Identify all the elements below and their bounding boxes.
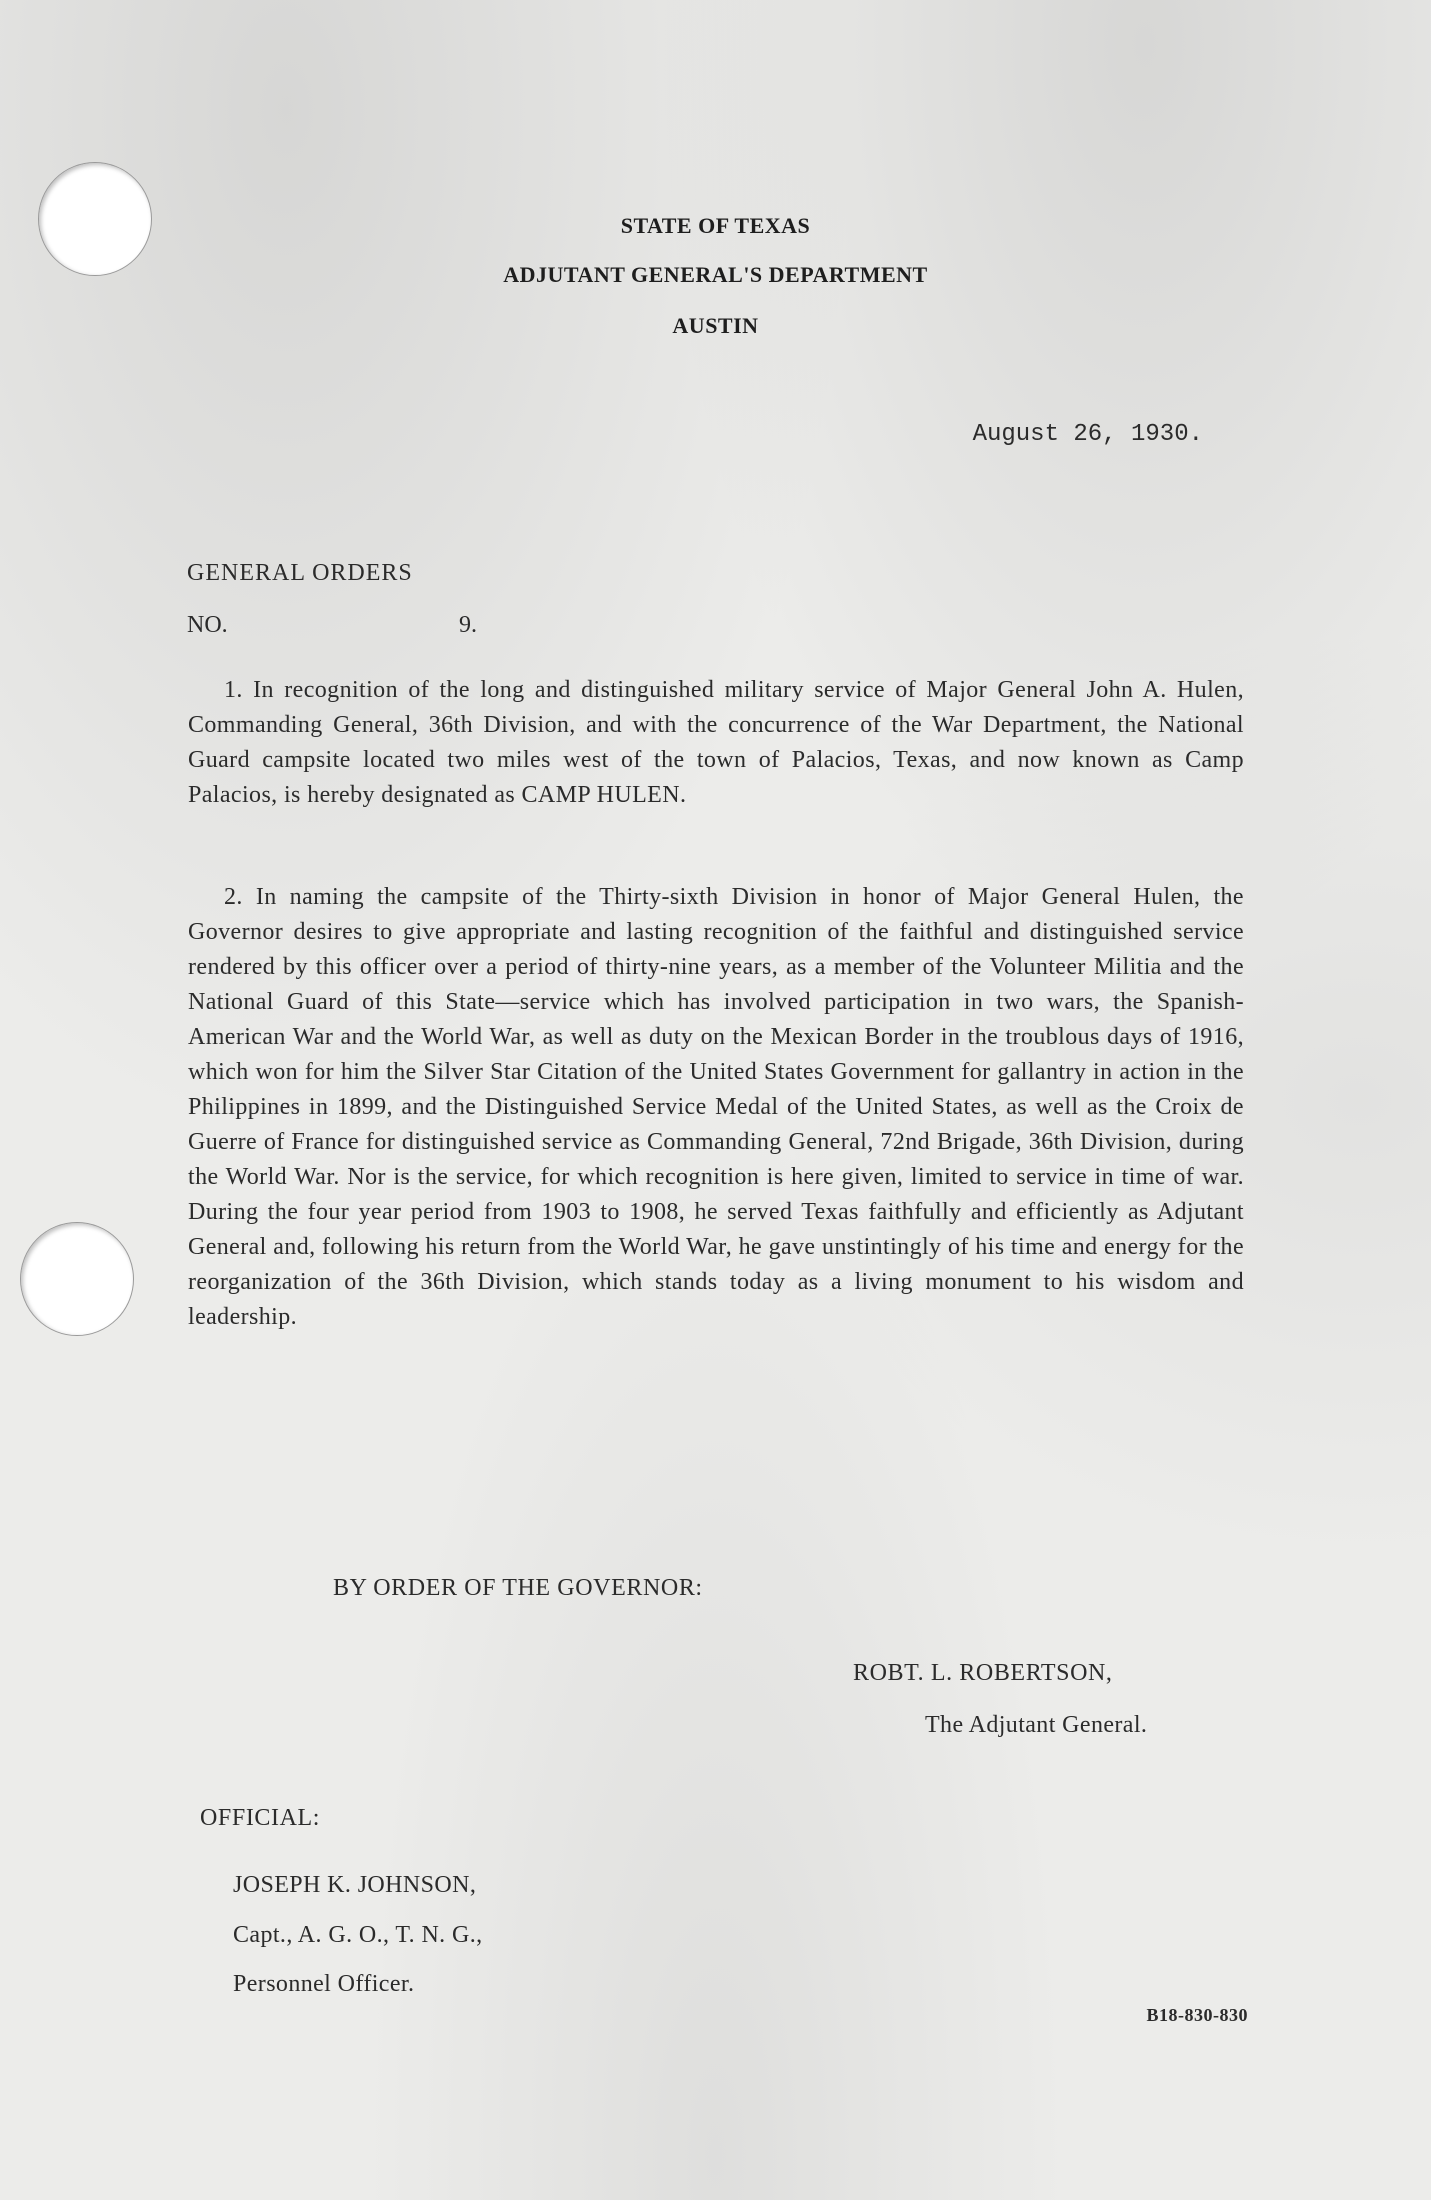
form-code: B18-830-830	[1146, 2005, 1248, 2025]
order-number	[187, 612, 487, 639]
general-orders-title: GENERAL ORDERS	[187, 560, 413, 586]
letterhead-department: ADJUTANT GENERAL'S DEPARTMENT	[503, 262, 928, 287]
paragraph-1: 1. In recognition of the long and distinguished military service of Major General John A. Hulen, Commanding General, 36th Division, and with the concurrence of the War Department, the National Guard campsite located two miles west of the town of Palacios, Texas, and now known as Camp Palacios, is hereby designated as CAMP HULEN.	[188, 677, 1244, 808]
order-number-value: 9.	[459, 612, 477, 638]
paragraph-2: 2. In naming the campsite of the Thirty-sixth Division in honor of Major General Hulen, the Governor desires to give appropriate and lasting recognition of the faithful and distinguished service rendered by this officer over a period of thirty-nine years, as a member of the Volunteer Militia and the National Guard of this State—service which has involved participation in two wars, the Spanish-American War and the World War, as well as duty on the Mexican Border in the troublous days of 1916, which won for him the Silver Star Citation of the United States Government for gallantry in action in the Philippines in 1899, and the Distinguished Service Medal of the United States, as well as the Croix de Guerre of France for distinguished service as Commanding General, 72nd Brigade, 36th Division, during the World War. Nor is the service, for which recognition is here given, limited to service in time of war. During the four year period from 1903 to 1908, he served Texas faithfully and efficiently as Adjutant General and, following his return from the World War, he gave unstintingly of his time and energy for the reorganization of the 36th Division, which stands today as a living monument to his wisdom and leadership.	[188, 884, 1244, 1330]
official-label: OFFICIAL:	[200, 1805, 321, 1831]
official-name: JOSEPH K. JOHNSON,	[233, 1872, 477, 1898]
document-date: August 26, 1930.	[972, 421, 1203, 448]
letterhead-city: AUSTIN	[672, 313, 759, 338]
order-number-label: NO.	[187, 612, 228, 638]
punch-hole-bottom	[20, 1222, 134, 1336]
letterhead-state: STATE OF TEXAS	[620, 213, 811, 238]
official-position: Personnel Officer.	[233, 1971, 415, 1997]
signatory-title: The Adjutant General.	[925, 1712, 1148, 1738]
by-order-line: BY ORDER OF THE GOVERNOR:	[333, 1575, 703, 1601]
official-rank: Capt., A. G. O., T. N. G.,	[233, 1922, 483, 1948]
signatory-name: ROBT. L. ROBERTSON,	[853, 1660, 1113, 1686]
